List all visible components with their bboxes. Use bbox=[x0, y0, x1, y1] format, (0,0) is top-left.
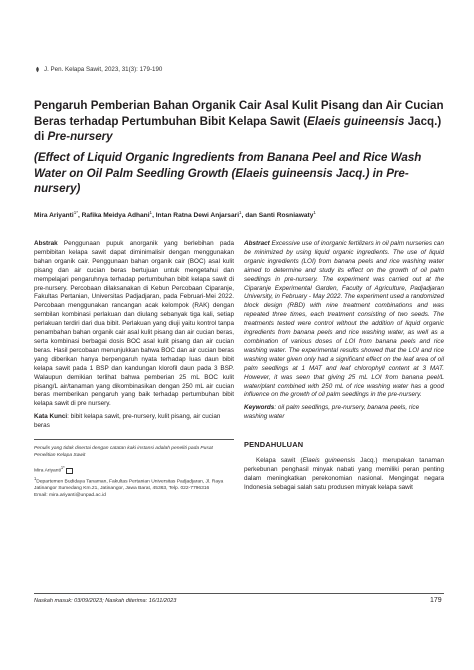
introduction-paragraph: Kelapa sawit (Elaeis guineensis Jacq.) merupakan tanaman perkebunan penghasil minyak nabati yang memiliki peran penting dalam meningkatkan perekonomian nasional. Mengingat negara Indonesia sebagai salah satu produsen minyak kelapa sawit bbox=[244, 457, 444, 491]
author-email: Email: mira.ariyanti@unpad.ac.id bbox=[34, 492, 106, 498]
running-head bbox=[34, 66, 162, 73]
corresponding-author: Mira Ariyanti$^{1*}$ bbox=[34, 465, 234, 475]
abstract-english: Abstract Excessive use of inorganic fertilizers in oil palm nurseries can be minimized by using liquid organic ingredients. The use of liquid organic ingredients (LOI) from banana peels and rice washing water aimed to determine and study its effect on the growth of oil palm seedlings in pre-nursery. The experiment was carried out at the Ciparanje Experimental Garden, Faculty of Agriculture, Padjadjaran University, in February - May 2022. The experiment used a randomized block design (RBD) with nine treatment combinations and was repeated three times, each treatment consisting of two seeds. The treatments tested were control without the addition of liquid organic ingredients from banana peels and rice washing water, as well as a combination of various doses of LOI from banana peels and rice washing water. The experimental results showed that the LOI and rice washing water given only had a significant effect on the leaf area of oil palm seedlings at 1 MAT and leaf chlorophyll content at 3 MAT. However, it was seen that giving 25 mL LOI from banana peel/L water/plant combined with 250 mL of rice washing water has a good influence on the growth of oil palm seedlings in the pre-nursery. bbox=[244, 240, 444, 399]
title-english: (Effect of Liquid Organic Ingredients from Banana Peel and Rice Wash Water on Oil Palm Seedling Growth (Elaeis guineensis Jacq.) in Pre-nursery) bbox=[34, 151, 422, 195]
right-column bbox=[244, 240, 444, 493]
keywords-english: Keywords: oil palm seedlings, pre-nursery, banana peels, rice washing water bbox=[244, 404, 420, 421]
footer-divider bbox=[34, 593, 444, 594]
footnote-note: Penulis yang tidak disertai dengan catatan kaki instansi adalah peneliti pada Pusat Penelitian Kelapa Sawit bbox=[34, 446, 213, 458]
journal-citation: J. Pen. Kelapa Sawit, 2023, 31(3): 179-190 bbox=[44, 66, 163, 73]
title-indonesian: Pengaruh Pemberian Bahan Organik Cair Asal Kulit Pisang dan Air Cucian Beras terhadap Pertumbuhan Bibit Kelapa Sawit (Elaeis guineensis Jacq.) di Pre-nursery bbox=[34, 99, 444, 143]
page-number: 179 bbox=[430, 597, 442, 604]
mail-icon bbox=[66, 468, 73, 474]
received-dates: Naskah masuk: 03/09/2023; Naskah diterima: 16/11/2023 bbox=[34, 598, 177, 604]
footnote-divider bbox=[34, 439, 234, 440]
author-list: Mira Ariyanti$^{1*}$, Rafika Meidya Adhani$^1$, Intan Ratna Dewi Anjarsari$^1$, dan Santi Rosniawaty$^1$ bbox=[34, 210, 316, 220]
journal-logo-icon bbox=[34, 66, 41, 73]
section-heading-introduction: PENDAHULUAN bbox=[244, 440, 304, 450]
left-column bbox=[34, 240, 234, 500]
affiliation: $^1$Departemen Budidaya Tanaman, Fakultas Pertanian Universitas Padjadjaran, Jl. Raya Jatinangor Sumedang Km.21, Jatinangor, Jawa Barat, 45363, Telp. 022-7796316 bbox=[34, 475, 224, 492]
abstract-indonesian: Abstrak Penggunaan pupuk anorganik yang berlebihan pada pembibitan kelapa sawit dapat diminimalisir dengan menggunakan bahan organik cair. Penggunaan bahan organik cair (BOC) asal kulit pisang dan air cucian beras bertujuan untuk mengetahui dan mempelajari pengaruhnya terhadap pertumbuhan bibit kelapa sawit di pre-nursery. Percobaan dilaksanakan di Kebun Percobaan Ciparanje, Fakultas Pertanian, Universitas Padjadjaran, pada Februari-Mei 2022. Percobaan menggunakan rancangan acak kelompok (RAK) dengan sembilan kombinasi perlakuan dan diulang sebanyak tiga kali, setiap perlakuan terdiri dari dua bibit. Perlakuan yang diuji yaitu kontrol tanpa penambahan bahan organik cair asal kulit pisang dan air cucian beras, serta kombinasi berbagai dosis BOC asal kulit pisang dan air cucian beras. Hasil percobaan menunjukkan bahwa BOC dan air cucian beras yang diberikan hanya berpengaruh nyata terhadap luas daun bibit kelapa sawit pada 1 BSP dan kandungan klorofil daun pada 3 BSP. Walaupun demikian terlihat bahwa pemberian 25 mL BOC kulit pisang/L air/tanaman yang dikombinasikan dengan 250 mL air cucian beras memberikan pengaruh yang baik terhadap pertumbuhan bibit kelapa sawit di pre nursery. bbox=[34, 240, 234, 408]
keywords-indonesian: Kata Kunci: bibit kelapa sawit, pre-nursery, kulit pisang, air cucian beras bbox=[34, 413, 221, 430]
